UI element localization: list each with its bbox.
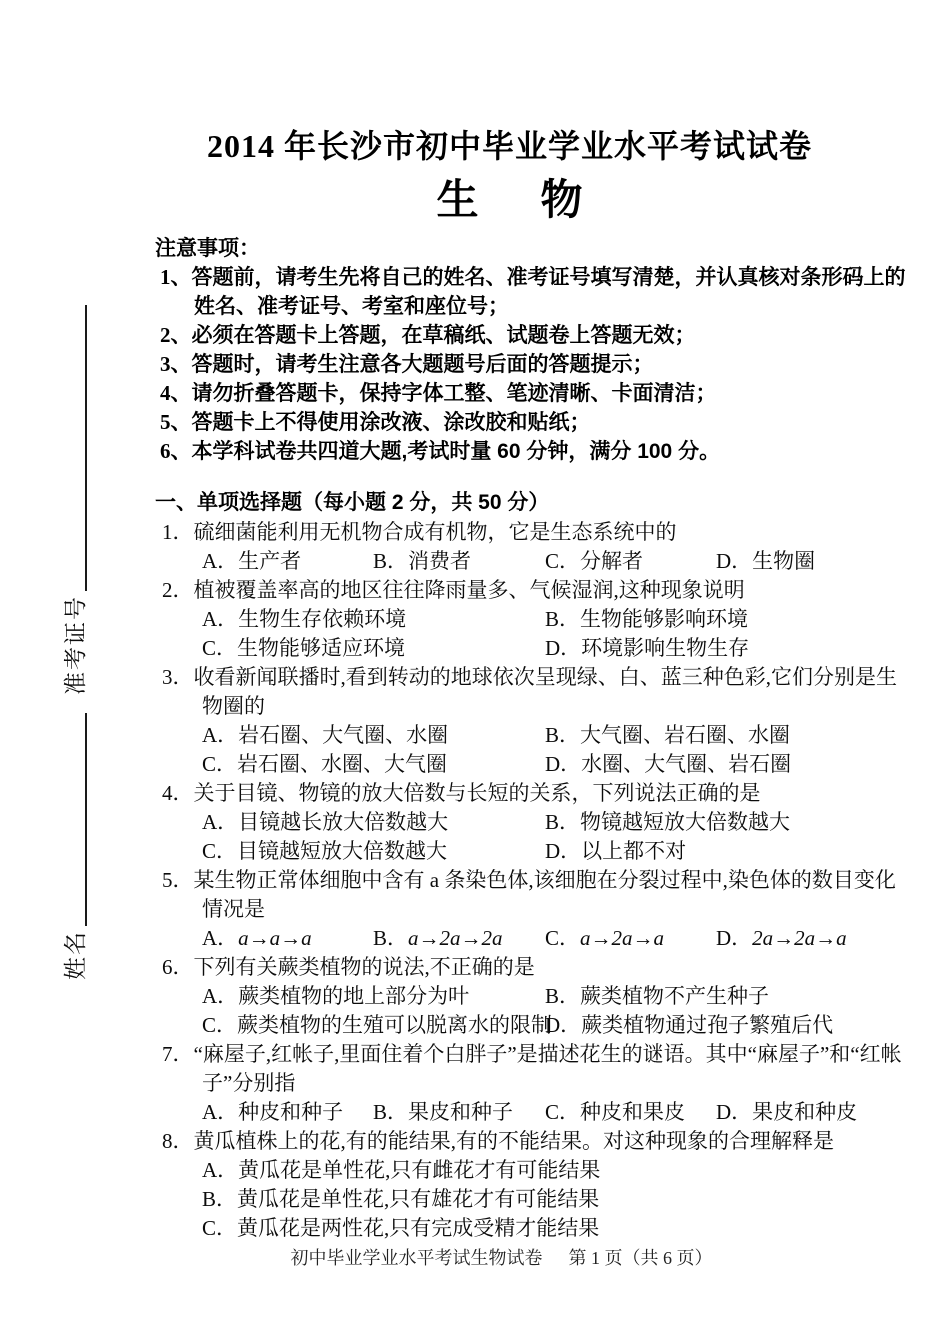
question — [162, 518, 908, 576]
question-stem: 3．收看新闻联播时,看到转动的地球依次呈现绿、白、蓝三种色彩,它们分别是生物圈的 — [162, 665, 897, 718]
section-heading: 一、单项选择题（每小题 2 分，共 50 分） — [155, 491, 550, 514]
option-label: C． — [202, 752, 238, 776]
option: C．生物能够适应环境 — [202, 636, 406, 660]
option-label: B． — [545, 607, 581, 631]
options-row — [202, 808, 908, 866]
option: A．蕨类植物的地上部分为叶 — [202, 984, 470, 1008]
footer-doc-label: 初中毕业学业水平考试生物试卷 — [290, 1248, 543, 1268]
option-label: B． — [545, 984, 581, 1008]
option: A．岩石圈、大气圈、水圈 — [202, 723, 449, 747]
option: C．黄瓜花是两性花,只有完成受精才能结果 — [202, 1216, 600, 1240]
options-row — [202, 721, 908, 779]
exam-number-field — [64, 305, 90, 695]
question — [162, 1040, 908, 1127]
option: B．蕨类植物不产生种子 — [545, 984, 770, 1008]
option-label: A． — [202, 723, 239, 747]
option: D．环境影响生物生存 — [545, 636, 750, 660]
option: D．以上都不对 — [545, 839, 687, 863]
question-number: 8． — [162, 1129, 194, 1153]
section-one — [155, 488, 908, 1243]
question-number: 5． — [162, 868, 194, 892]
question — [162, 663, 908, 779]
option: A．生产者 — [202, 549, 302, 573]
options-row — [202, 1156, 908, 1243]
option-label: C． — [545, 1100, 581, 1124]
option-label: D． — [716, 549, 753, 573]
option-label: A． — [202, 810, 239, 834]
note-item: 2、必须在答题卡上答题，在草稿纸、试题卷上答题无效； — [160, 323, 696, 347]
option-label: C． — [545, 926, 581, 950]
option: B．生物能够影响环境 — [545, 607, 749, 631]
exam-number-blank-line — [85, 305, 87, 591]
option-label: A． — [202, 984, 239, 1008]
option-label: B． — [373, 926, 409, 950]
option: C．种皮和果皮 — [545, 1100, 686, 1124]
notes-heading: 注意事项： — [155, 237, 260, 260]
option: C．岩石圈、水圈、大气圈 — [202, 752, 448, 776]
question — [162, 779, 908, 866]
option: B．黄瓜花是单性花,只有雄花才有可能结果 — [202, 1187, 600, 1211]
question-number: 7． — [162, 1042, 194, 1066]
options-row — [202, 547, 908, 576]
option-label: A． — [202, 1158, 239, 1182]
note-item: 5、答题卡上不得使用涂改液、涂改胶和贴纸； — [160, 410, 591, 434]
name-label: 姓名 — [63, 930, 88, 980]
question-list — [155, 518, 908, 1243]
note-number: 6、 — [160, 439, 192, 463]
options-row — [202, 924, 908, 953]
subject-title: 生物 — [436, 176, 645, 223]
option-label: B． — [545, 723, 581, 747]
exam-number-label: 准考证号 — [63, 595, 88, 695]
option: D．2a→2a→a — [716, 926, 847, 950]
question-number: 2． — [162, 578, 194, 602]
option-label: D． — [545, 752, 582, 776]
option: D．水圈、大气圈、岩石圈 — [545, 752, 792, 776]
question-stem: 2．植被覆盖率高的地区往往降雨量多、气候湿润,这种现象说明 — [162, 578, 745, 602]
option-label: C． — [202, 839, 238, 863]
option: A．种皮和种子 — [202, 1100, 344, 1124]
options-row — [202, 605, 908, 663]
options-row — [202, 1098, 908, 1127]
footer-page-label: 第 1 页（共 6 页） — [568, 1248, 713, 1268]
option-label: C． — [202, 636, 238, 660]
option-label: A． — [202, 1100, 239, 1124]
question — [162, 866, 908, 953]
option-label: A． — [202, 549, 239, 573]
question-stem: 6．下列有关蕨类植物的说法,不正确的是 — [162, 955, 535, 979]
exam-paper — [155, 0, 908, 1271]
name-blank-line — [85, 713, 87, 926]
option-label: D． — [545, 1013, 582, 1037]
option: B．消费者 — [373, 549, 472, 573]
question-stem: 5．某生物正常体细胞中含有 a 条染色体,该细胞在分裂过程中,染色体的数目变化情况是 — [162, 868, 896, 921]
note-item: 3、答题时，请考生注意各大题题号后面的答题提示； — [160, 352, 654, 376]
option: B．物镜越短放大倍数越大 — [545, 810, 791, 834]
option: B．a→2a→2a — [373, 926, 503, 950]
question-stem: 4．关于目镜、物镜的放大倍数与长短的关系，下列说法正确的是 — [162, 781, 761, 805]
note-number: 3、 — [160, 352, 192, 376]
question-number: 1． — [162, 520, 194, 544]
question-stem: 8．黄瓜植株上的花,有的能结果,有的不能结果。对这种现象的合理解释是 — [162, 1129, 834, 1153]
question — [162, 953, 908, 1040]
option: D．果皮和种皮 — [716, 1100, 858, 1124]
option: B．大气圈、岩石圈、水圈 — [545, 723, 791, 747]
note-number: 5、 — [160, 410, 192, 434]
notes-section — [155, 234, 908, 466]
option-label: D． — [716, 926, 753, 950]
note-item: 4、请勿折叠答题卡，保持字体工整、笔迹清晰、卡面清洁； — [160, 381, 717, 405]
question — [162, 1127, 908, 1243]
note-item: 1、答题前，请考生先将自己的姓名、准考证号填写清楚，并认真核对条形码上的姓名、准考证号、考室和座位号； — [160, 265, 906, 318]
question-stem: 7．“麻屋子,红帐子,里面住着个白胖子”是描述花生的谜语。其中“麻屋子”和“红帐子”分别指 — [162, 1042, 902, 1095]
option-label: C． — [202, 1013, 238, 1037]
option-label: C． — [545, 549, 581, 573]
option-label: B． — [545, 810, 581, 834]
option: C．a→2a→a — [545, 926, 665, 950]
option: A．目镜越长放大倍数越大 — [202, 810, 449, 834]
option: A．黄瓜花是单性花,只有雌花才有可能结果 — [202, 1158, 601, 1182]
question-number: 3． — [162, 665, 194, 689]
question-stem: 1．硫细菌能利用无机物合成有机物，它是生态系统中的 — [162, 520, 677, 544]
note-number: 4、 — [160, 381, 192, 405]
option: C．目镜越短放大倍数越大 — [202, 839, 448, 863]
option-label: D． — [545, 839, 582, 863]
option-label: C． — [202, 1216, 238, 1240]
option: C．蕨类植物的生殖可以脱离水的限制 — [202, 1013, 553, 1037]
question-number: 6． — [162, 955, 194, 979]
option-label: A． — [202, 607, 239, 631]
option-label: D． — [716, 1100, 753, 1124]
notes-list — [155, 263, 908, 466]
option-label: D． — [545, 636, 582, 660]
question — [162, 576, 908, 663]
name-field — [64, 713, 90, 980]
option: A．a→a→a — [202, 926, 312, 950]
note-number: 1、 — [160, 265, 192, 289]
option: D．蕨类植物通过孢子繁殖后代 — [545, 1013, 834, 1037]
option: B．果皮和种子 — [373, 1100, 514, 1124]
option: A．生物生存依赖环境 — [202, 607, 407, 631]
question-number: 4． — [162, 781, 194, 805]
paper-title: 2014 年长沙市初中毕业学业水平考试试卷 — [206, 128, 812, 164]
note-number: 2、 — [160, 323, 192, 347]
page-footer — [125, 1245, 878, 1271]
options-row — [202, 982, 908, 1040]
option: C．分解者 — [545, 549, 644, 573]
option: D．生物圈 — [716, 549, 816, 573]
option-label: A． — [202, 926, 239, 950]
option-label: B． — [373, 549, 409, 573]
option-label: B． — [202, 1187, 238, 1211]
note-item: 6、本学科试卷共四道大题,考试时量 60 分钟，满分 100 分。 — [160, 439, 721, 463]
option-label: B． — [373, 1100, 409, 1124]
